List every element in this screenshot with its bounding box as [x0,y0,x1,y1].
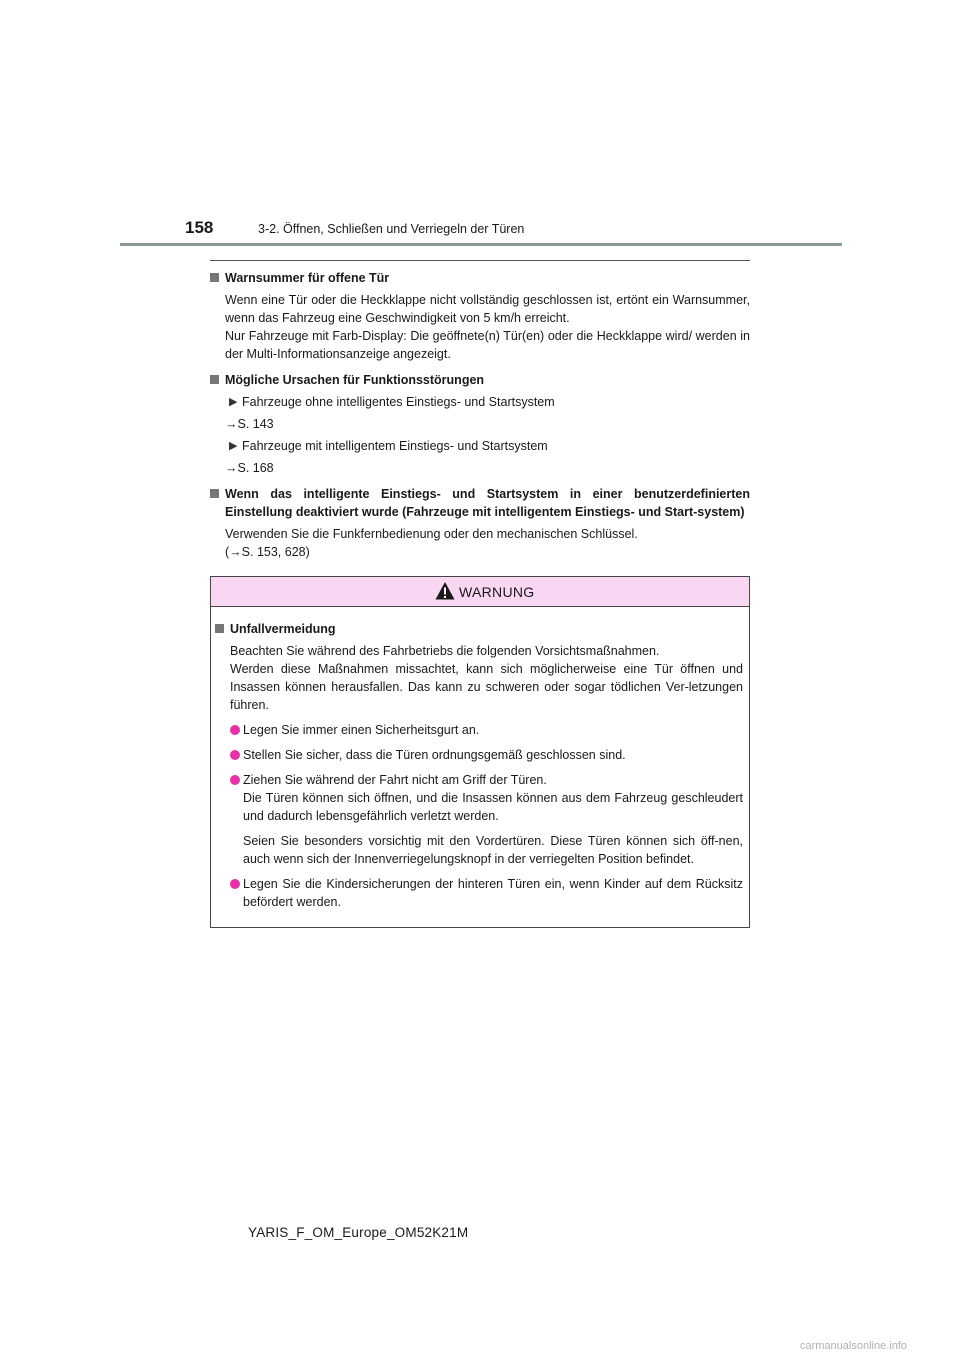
document-code: YARIS_F_OM_Europe_OM52K21M [248,1225,469,1240]
square-bullet-icon [210,375,219,384]
paragraph: Wenn eine Tür oder die Heckklappe nicht vollständig geschlossen ist, ertönt ein Warnsummer, wenn das Fahrzeug eine Geschwindigkeit von 5 km/h erreicht. [225,293,750,325]
chapter-title: 3-2. Öffnen, Schließen und Verriegeln der Türen [258,222,525,236]
paragraph: Beachten Sie während des Fahrbetriebs die folgenden Vorsichtsmaßnahmen. [230,644,660,658]
square-bullet-icon [210,489,219,498]
section-divider [210,260,750,261]
section-title: Warnsummer für offene Tür [210,269,750,287]
list-item: Legen Sie die Kindersicherungen der hinteren Türen ein, wenn Kinder auf dem Rücksitz befördert werden. [215,875,743,911]
bullet-dot-icon [230,879,240,889]
page-number: 158 [185,218,214,237]
list-item: ▶ Fahrzeuge ohne intelligentes Einstiegs- und Startsystem [229,395,555,409]
warning-box [210,576,750,928]
paragraph: Verwenden Sie die Funkfernbedienung oder den mechanischen Schlüssel. [225,527,638,541]
triangle-right-icon: ▶ [229,440,238,452]
section-malfunction-causes [210,371,750,477]
warning-title: WARNUNG [459,584,535,600]
bullet-dot-icon [230,750,240,760]
page-reference-link[interactable]: (→S. 153, 628) [225,545,310,559]
square-bullet-icon [215,624,224,633]
list-item: Stellen Sie sicher, dass die Türen ordnungsgemäß geschlossen sind. [215,746,743,764]
page-reference-link[interactable]: →S. 168 [225,461,274,475]
list-item: Legen Sie immer einen Sicherheitsgurt an. [215,721,743,739]
section-title: Wenn das intelligente Einstiegs- und Startsystem in einer benutzerdefinierten Einstellung deaktiviert wurde (Fahrzeuge mit intelligentem Einstiegs- und Start-system) [210,485,750,521]
section-smart-entry-disabled [210,485,750,561]
page-reference-link[interactable]: →S. 143 [225,417,274,431]
bullet-dot-icon [230,725,240,735]
warning-header [211,577,749,607]
list-item: ▶ Fahrzeuge mit intelligentem Einstiegs- und Startsystem [229,439,548,453]
warning-section-title: Unfallvermeidung [215,620,743,638]
list-item: Ziehen Sie während der Fahrt nicht am Griff der Türen. Die Türen können sich öffnen, und die Insassen können aus dem Fahrzeug geschleudert und dadurch lebensgefährlich verletzt werden. [215,771,743,825]
main-content [210,260,750,569]
triangle-right-icon: ▶ [229,396,238,408]
paragraph: Werden diese Maßnahmen missachtet, kann sich möglicherweise eine Tür öffnen und Insassen können herausfallen. Das kann zu schweren oder sogar tödlichen Ver-letzungen führen. [230,662,743,712]
section-door-warning-buzzer [210,269,750,363]
warning-triangle-icon [435,581,455,601]
bullet-dot-icon [230,775,240,785]
header-rule [120,243,842,246]
square-bullet-icon [210,273,219,282]
paragraph: Nur Fahrzeuge mit Farb-Display: Die geöffnete(n) Tür(en) oder die Heckklappe wird/ werden in der Multi-Informationsanzeige angezeigt. [225,329,750,361]
paragraph: Seien Sie besonders vorsichtig mit den Vordertüren. Diese Türen können sich öff-nen, auch wenn sich der Innenverriegelungsknopf in der verriegelten Position befindet. [243,834,743,866]
watermark: carmanualsonline.info [800,1340,908,1352]
section-title: Mögliche Ursachen für Funktionsstörungen [210,371,750,389]
page-header [0,0,960,250]
warning-body [211,607,749,911]
